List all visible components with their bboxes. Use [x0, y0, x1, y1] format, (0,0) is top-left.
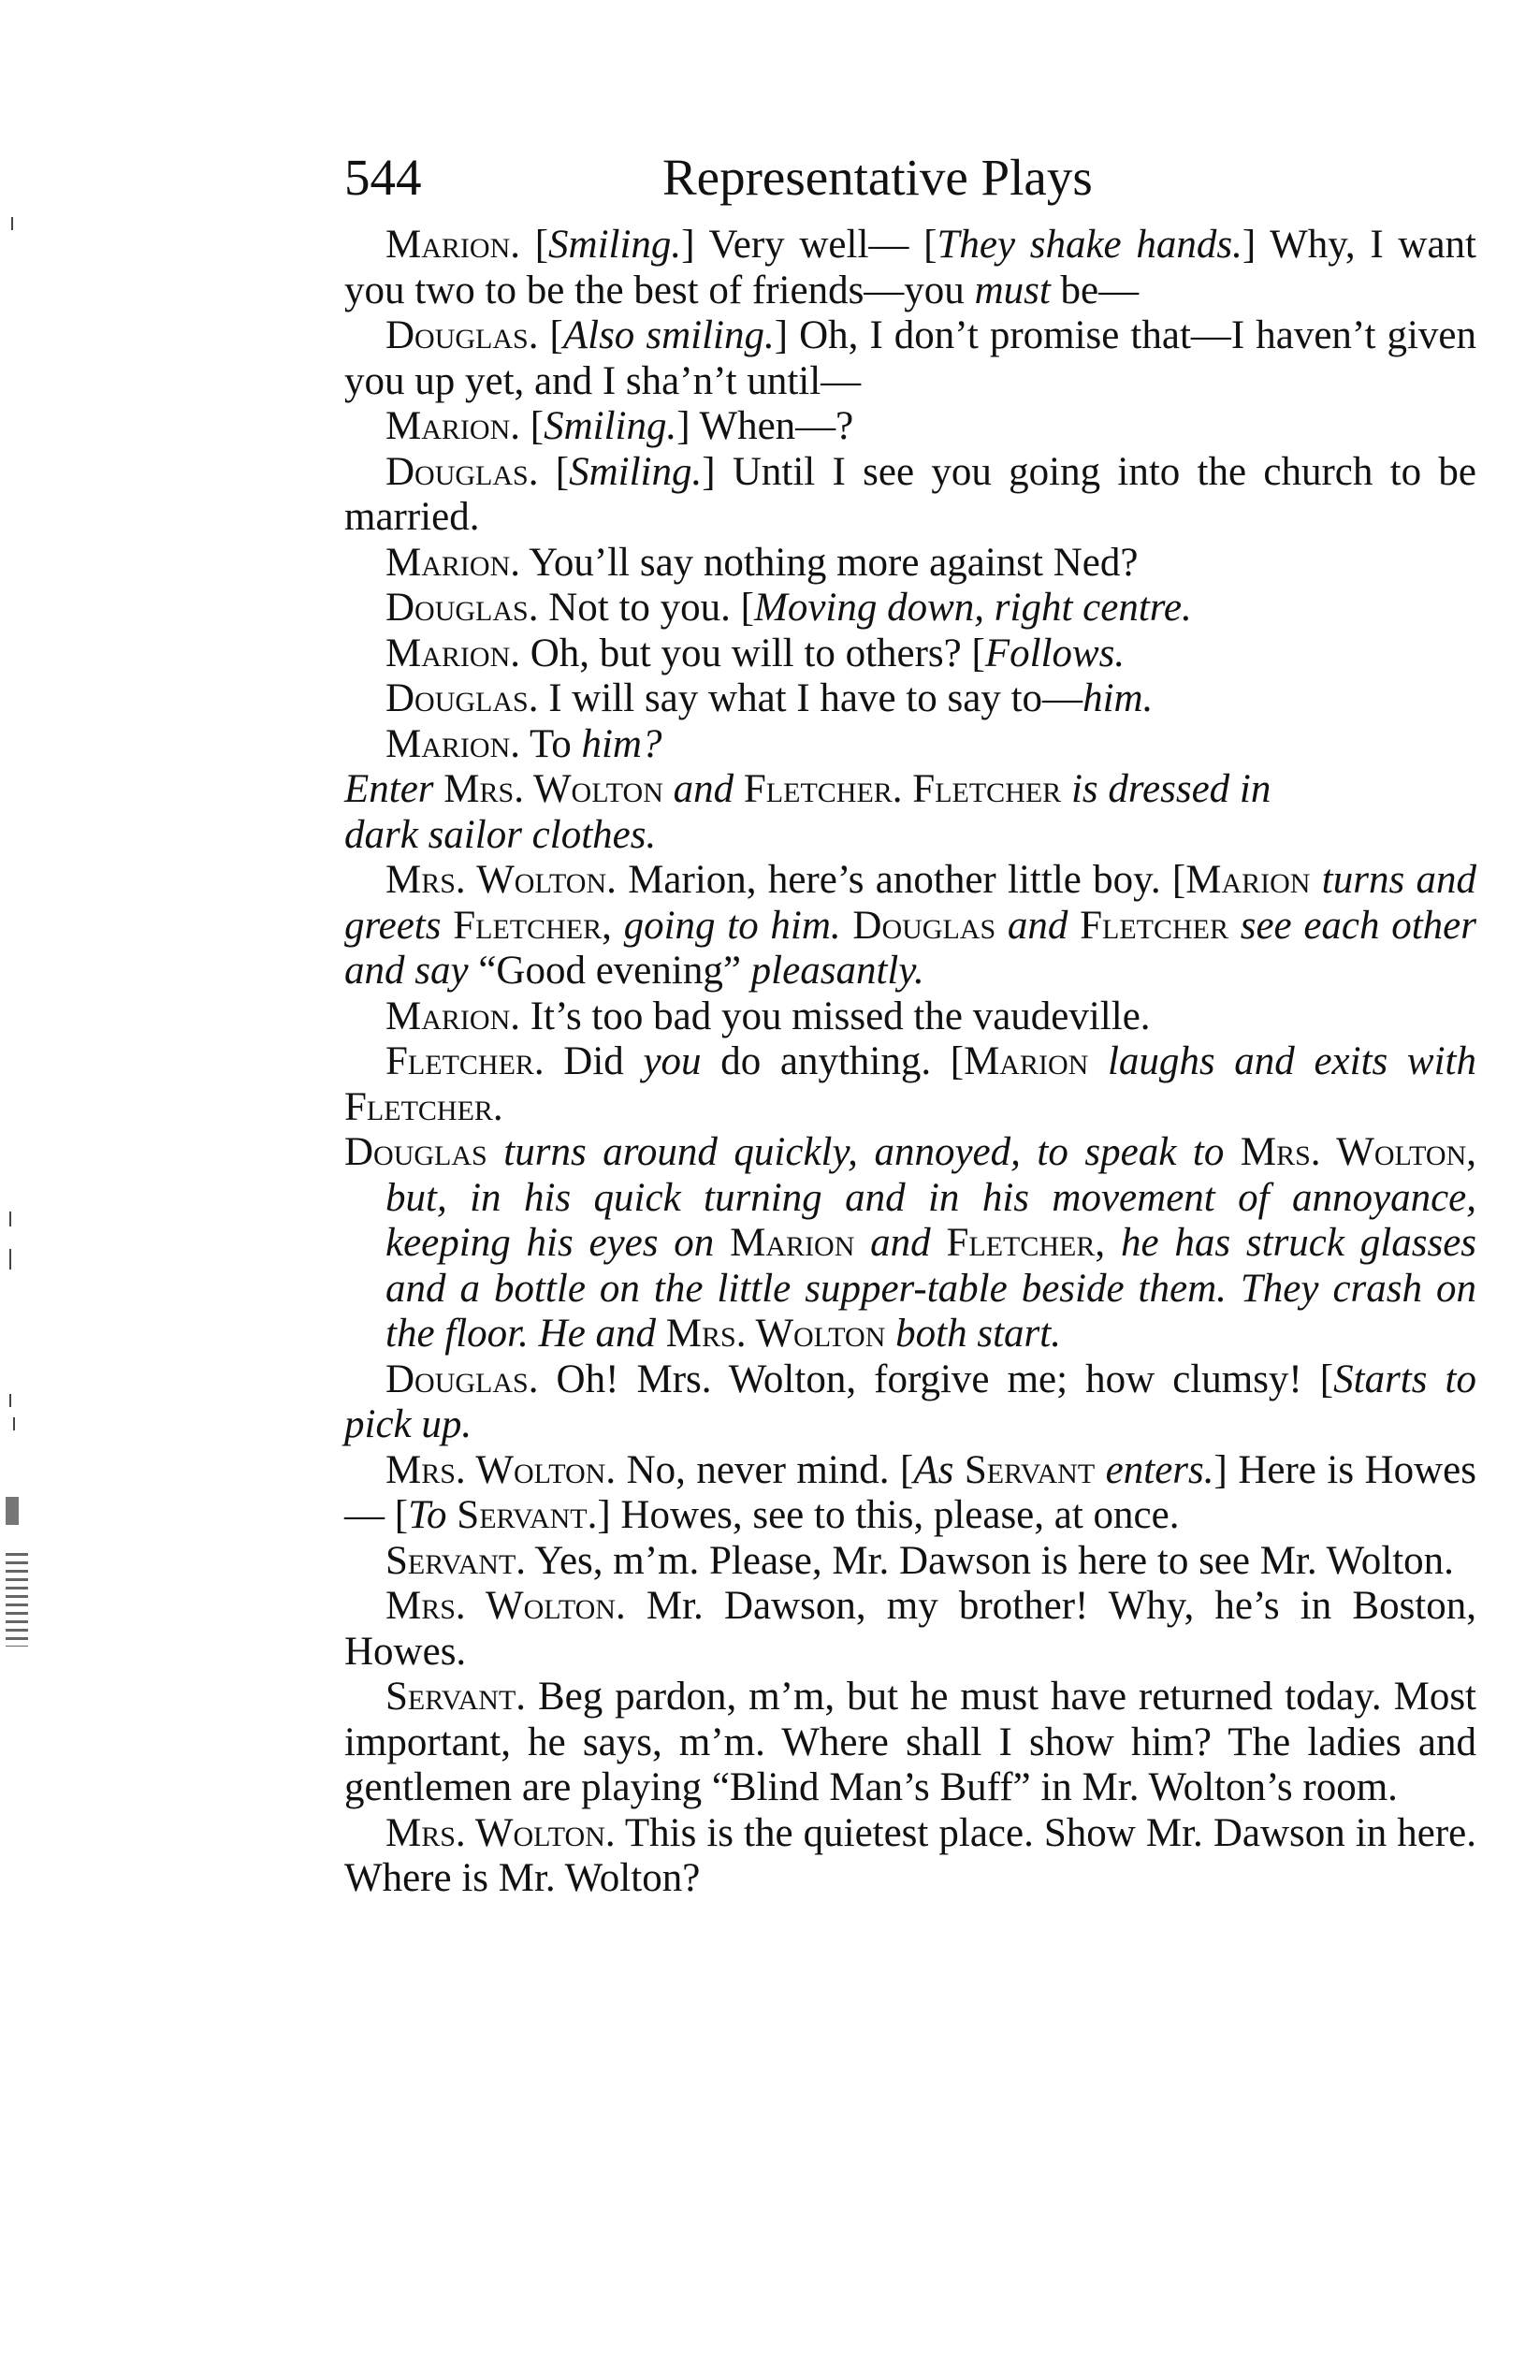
character-name: Fletcher. [743, 767, 903, 811]
text: [ [538, 449, 570, 494]
stage-direction-entrance [344, 767, 1476, 858]
character-name: Douglas [344, 1130, 487, 1174]
speaker-name: Mrs. Wolton. [385, 1447, 617, 1492]
stage-direction: They shake hands. [937, 223, 1242, 267]
speech-line [344, 450, 1476, 541]
stage-direction: Smiling. [548, 223, 682, 267]
emphasis: you [643, 1039, 702, 1083]
character-name: Mrs. Wolton [433, 767, 663, 811]
character-name: Douglas [852, 903, 996, 948]
text: To [519, 721, 582, 766]
text: and [854, 1221, 947, 1265]
speaker-name: Marion. [385, 404, 520, 448]
speech-line [344, 1039, 1476, 1130]
character-name: Fletcher, [453, 903, 612, 948]
speech-line [344, 1811, 1476, 1902]
speech-line [344, 676, 1476, 722]
character-name: Marion [730, 1221, 855, 1265]
speech-line [344, 1675, 1476, 1811]
text: “Good evening” [478, 949, 741, 993]
stage-direction: Smiling. [544, 404, 677, 448]
emphasis: must [974, 268, 1051, 312]
speaker-name: Marion. [385, 223, 520, 267]
left-margin-scan-marks [0, 0, 56, 2380]
character-name: Servant [953, 1447, 1096, 1492]
text: Oh! Mrs. Wolton, forgive me; how clumsy! [ [538, 1357, 1334, 1401]
stage-direction: enters. [1095, 1447, 1214, 1492]
page-header [344, 140, 1476, 215]
speaker-name: Marion. [385, 721, 520, 766]
speech-line [344, 404, 1476, 450]
text: This is the quietest place. Show Mr. Dawson in here. Where is Mr. Wolton? [344, 1810, 1477, 1900]
speech-line [344, 313, 1476, 404]
speaker-name: Douglas. [385, 313, 539, 357]
character-name: Fletcher. [344, 1084, 503, 1129]
scan-mark [13, 1417, 15, 1430]
emphasis: him. [1082, 676, 1154, 720]
text: Yes, m’m. Please, Mr. Dawson is here to see Mr. Wolton. [526, 1538, 1454, 1583]
text: I will say what I have to say to— [538, 676, 1083, 720]
text: ] Why, I want you two to be the best of friends—you [344, 223, 1477, 312]
stage-direction: Moving down, right centre. [754, 586, 1192, 630]
character-name: Marion [1185, 858, 1311, 902]
text: ] Until I see you going into the church to be married. [344, 449, 1476, 539]
stage-direction: and [995, 903, 1081, 948]
speaker-name: Douglas. [385, 586, 539, 630]
text: ] When—? [676, 404, 854, 448]
stage-direction: To [408, 1493, 447, 1537]
text: turns around quickly, annoyed, to speak to [487, 1130, 1241, 1174]
text: ] Very well— [ [681, 223, 937, 267]
speaker-name: Marion. [385, 994, 520, 1038]
text: Mr. Dawson, my brother! Why, he’s in Boston, Howes. [344, 1584, 1476, 1674]
scan-mark [11, 217, 13, 230]
speech-line [344, 994, 1476, 1040]
character-name: Servant. [446, 1493, 598, 1537]
character-name: Fletcher [912, 767, 1062, 811]
speaker-name: Marion. [385, 540, 520, 585]
text: ] Here is Howes— [ [344, 1447, 1476, 1537]
speech-line [344, 586, 1476, 631]
text: is dressed in [1061, 767, 1271, 811]
text: You’ll say nothing more against Ned? [519, 540, 1139, 585]
text: Marion, here’s another little boy. [ [616, 858, 1186, 902]
stage-direction: Starts to pick up. [344, 1357, 1476, 1446]
character-name: Marion [964, 1039, 1089, 1083]
stage-direction: Smiling. [569, 449, 703, 494]
emphasis: him? [581, 721, 662, 766]
speaker-name: Servant. [385, 1538, 527, 1583]
text: No, never mind. [ [616, 1447, 914, 1492]
speaker-name: Marion. [385, 631, 520, 675]
text: Enter [344, 767, 434, 811]
speaker-name: Mrs. Wolton. [385, 858, 617, 902]
text [903, 767, 913, 811]
stage-direction: Follows. [984, 631, 1126, 675]
text: ] Howes, see to this, please, at once. [597, 1493, 1180, 1537]
scan-mark [6, 1553, 28, 1647]
stage-direction: laughs and exits with [1088, 1039, 1476, 1083]
text: [ [519, 223, 549, 267]
speaker-name: Douglas. [385, 1357, 539, 1401]
speech-line [344, 1357, 1476, 1448]
stage-direction: Also smiling. [562, 313, 775, 357]
scan-mark [9, 1212, 11, 1226]
character-name: Mrs. Wolton [665, 1312, 886, 1356]
page-body [344, 223, 1476, 1902]
text: Did [544, 1039, 644, 1083]
running-title: Representative Plays [662, 149, 1093, 206]
speaker-name: Fletcher. [385, 1039, 545, 1083]
speech-line [344, 1539, 1476, 1585]
speaker-name: Servant. [385, 1675, 527, 1719]
character-name: Fletcher [1080, 903, 1228, 948]
text: Oh, but you will to others? [ [519, 631, 985, 675]
stage-direction: turns and greets [344, 858, 1476, 948]
text: ] Oh, I don’t promise that—I haven’t given you up yet, and I sha’n’t until— [344, 313, 1476, 403]
text: [ [538, 313, 563, 357]
text: and [662, 767, 744, 811]
speech-line [344, 631, 1476, 677]
scan-mark [9, 1394, 11, 1407]
text: [ [519, 404, 545, 448]
stage-direction: going to him. [611, 903, 853, 948]
text: Not to you. [ [538, 586, 755, 630]
scan-mark [6, 1497, 19, 1525]
text: he has struck glasses and a bottle on the little supper-table beside them. They crash on the floor. He and [385, 1221, 1477, 1356]
speech-line [344, 1448, 1476, 1539]
scan-mark [9, 1249, 11, 1270]
speech-line [344, 541, 1476, 587]
text: dark sailor clothes. [344, 812, 657, 857]
text: do anything. [ [701, 1039, 965, 1083]
speaker-name: Douglas. [385, 449, 539, 494]
text: Beg pardon, m’m, but he must have returned today. Most important, he says, m’m. Where shall I show him? The ladies and gentlemen are playing “Blind Man’s Buff” in Mr. Wolton’s room. [344, 1675, 1476, 1809]
stage-direction: pleasantly. [740, 949, 924, 993]
text: both start. [885, 1312, 1061, 1356]
stage-direction: see each other and say [344, 903, 1477, 993]
stage-direction: As [913, 1447, 954, 1492]
character-name: Fletcher, [946, 1221, 1106, 1265]
text: It’s too bad you missed the vaudeville. [519, 994, 1151, 1038]
speech-line [344, 722, 1476, 768]
page-number: 544 [344, 149, 422, 206]
speaker-name: Mrs. Wolton. [385, 1584, 626, 1628]
speech-line [344, 1584, 1476, 1675]
speech-line [344, 223, 1476, 313]
text: but, in his quick turning and in his movement of annoyance, keeping his eyes on [385, 1175, 1476, 1265]
stage-direction-block [344, 1130, 1476, 1357]
speaker-name: Douglas. [385, 676, 539, 720]
speech-line [344, 858, 1476, 994]
speaker-name: Mrs. Wolton. [385, 1810, 616, 1855]
text: be— [1050, 268, 1140, 312]
character-name: Mrs. Wolton, [1240, 1130, 1476, 1174]
